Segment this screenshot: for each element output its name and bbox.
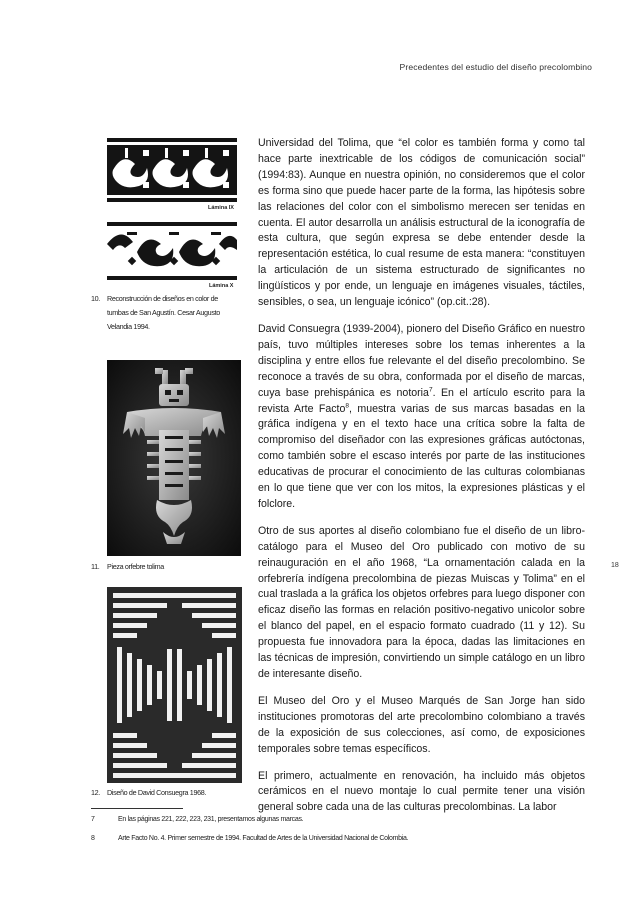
figure-10-caption-line-1: Reconstrucción de diseños en color de bbox=[107, 294, 218, 303]
footnote-8-text: Arte Facto No. 4. Primer semestre de 1994. Facultad de Artes de la Universidad Nacional de Colombia. bbox=[118, 835, 409, 842]
footnote-8 bbox=[91, 835, 408, 842]
figure-11-caption-text: Pieza orfebre tolima bbox=[107, 562, 164, 571]
figure-11-caption bbox=[91, 560, 241, 574]
body-paragraph-5: El primero, actualmente en renovación, ha incluido más objetos cerámicos en el nuevo montaje lo cual permite tener una visión general sobre cada una de las culturas precolombinas. La labor bbox=[258, 769, 585, 814]
body-paragraph-1: Universidad del Tolima, que “el color es también forma y como tal hace parte inextricable de los códigos de comunicación social” (1994:83). Aunque en nuestra opinión, no consideremos que el color es forma sino que puede hacer parte de la forma, las hipótesis sobre las relaciones del color con el simbolismo merecen ser tenidas en cuenta. El autor desarrolla un análisis estructural de la iconografía de esta cultura, que según expresa se debe entender desde la representación estética, lo cual resume de esta manera: “constituyen la articulación de un sistema estructurado de significantes no lingüísticos y por ende, un lenguaje en imágenes visuales, táctiles, sensibles, o sea, un lenguaje icónico” (op.cit.:28). bbox=[258, 137, 585, 309]
lamina-ix-label: Lámina IX bbox=[208, 205, 234, 211]
figure-10-caption-line-2: tumbas de San Agustín. Cesar Augusto bbox=[107, 308, 220, 317]
footnote-7-text: En las páginas 221, 222, 223, 231, presentamos algunas marcas. bbox=[118, 816, 304, 823]
figure-10-band-top bbox=[107, 138, 237, 202]
footnote-divider bbox=[91, 808, 183, 809]
figure-11-photo bbox=[107, 360, 241, 556]
body-paragraph-2-part-c: , muestra varias de sus marcas basadas en la gráfica indígena y en el texto hace una crítica sobre la falta de compromiso del diseñador con las expresiones gráficas autóctonas, como también sobre el escaso interés por parte de las instituciones educativas de procurar el conocimiento de las culturas colombianas en lo que tiene que ver con los mitos, la expresiones plásticas y el folclore. bbox=[258, 402, 585, 510]
page-number: 18 bbox=[611, 562, 619, 569]
footnote-ref-8[interactable]: 8 bbox=[345, 401, 350, 409]
figure-12-design bbox=[107, 587, 242, 783]
body-paragraph-2-part-a: David Consuegra (1939-2004), pionero del Diseño Gráfico en nuestro país, tuvo múltiples intereses sobre los temas inherentes a la disciplina y entre ellos fue relevante el del diseño precolombino. Se reconoce a través de su obra, conformada por el diseño de marcas, cuya base prehispánica es notoria bbox=[258, 322, 585, 399]
footnote-7-number: 7 bbox=[91, 816, 95, 823]
figure-10-band-bottom bbox=[107, 222, 237, 280]
body-text-column bbox=[258, 136, 585, 827]
figure-12-caption-text: Diseño de David Consuegra 1968. bbox=[107, 788, 207, 797]
lamina-x-label: Lámina X bbox=[209, 283, 234, 289]
body-paragraph-2-part-b: . En el artículo escrito para la revista Arte Facto bbox=[258, 386, 585, 415]
footnote-8-number: 8 bbox=[91, 835, 95, 842]
figure-10-caption-line-3: Velandia 1994. bbox=[107, 322, 150, 331]
figure-11-number: 11. bbox=[91, 562, 100, 571]
figure-10-caption bbox=[91, 292, 241, 334]
figure-10-number: 10. bbox=[91, 294, 100, 303]
body-paragraph-4: El Museo del Oro y el Museo Marqués de San Jorge han sido instituciones promotoras del arte precolombino colombiano a través de la exposición de sus colecciones, así como, de exposiciones temporales sobre temas específicos. bbox=[258, 694, 585, 755]
figure-12-number: 12. bbox=[91, 788, 100, 797]
running-head: Precedentes del estudio del diseño precolombino bbox=[399, 62, 592, 72]
footnote-7 bbox=[91, 816, 303, 823]
body-paragraph-2 bbox=[258, 322, 585, 513]
body-paragraph-3: Otro de sus aportes al diseño colombiano fue el diseño de un libro-catálogo para el Museo del Oro publicado con motivo de su reinauguración en el año 1968, “La ornamentación calada en la orfebrería indígena precolombina de piezas Muiscas y Tolima” en el cual traslada a la gráfica los objetos orfebres para luego disponer con eficaz diseño las formas en relación positivo-negativo unicolor sobre el blanco del papel, en el espacio formato cuadrado (11 y 12). Su propuesta fue innovadora para la época, dadas las limitaciones en las técnicas de impresión, convirtiendo un simple catálogo en un libro de interesante diseño. bbox=[258, 524, 585, 680]
figure-12-caption bbox=[91, 786, 241, 800]
footnote-ref-7[interactable]: 7 bbox=[428, 386, 433, 394]
